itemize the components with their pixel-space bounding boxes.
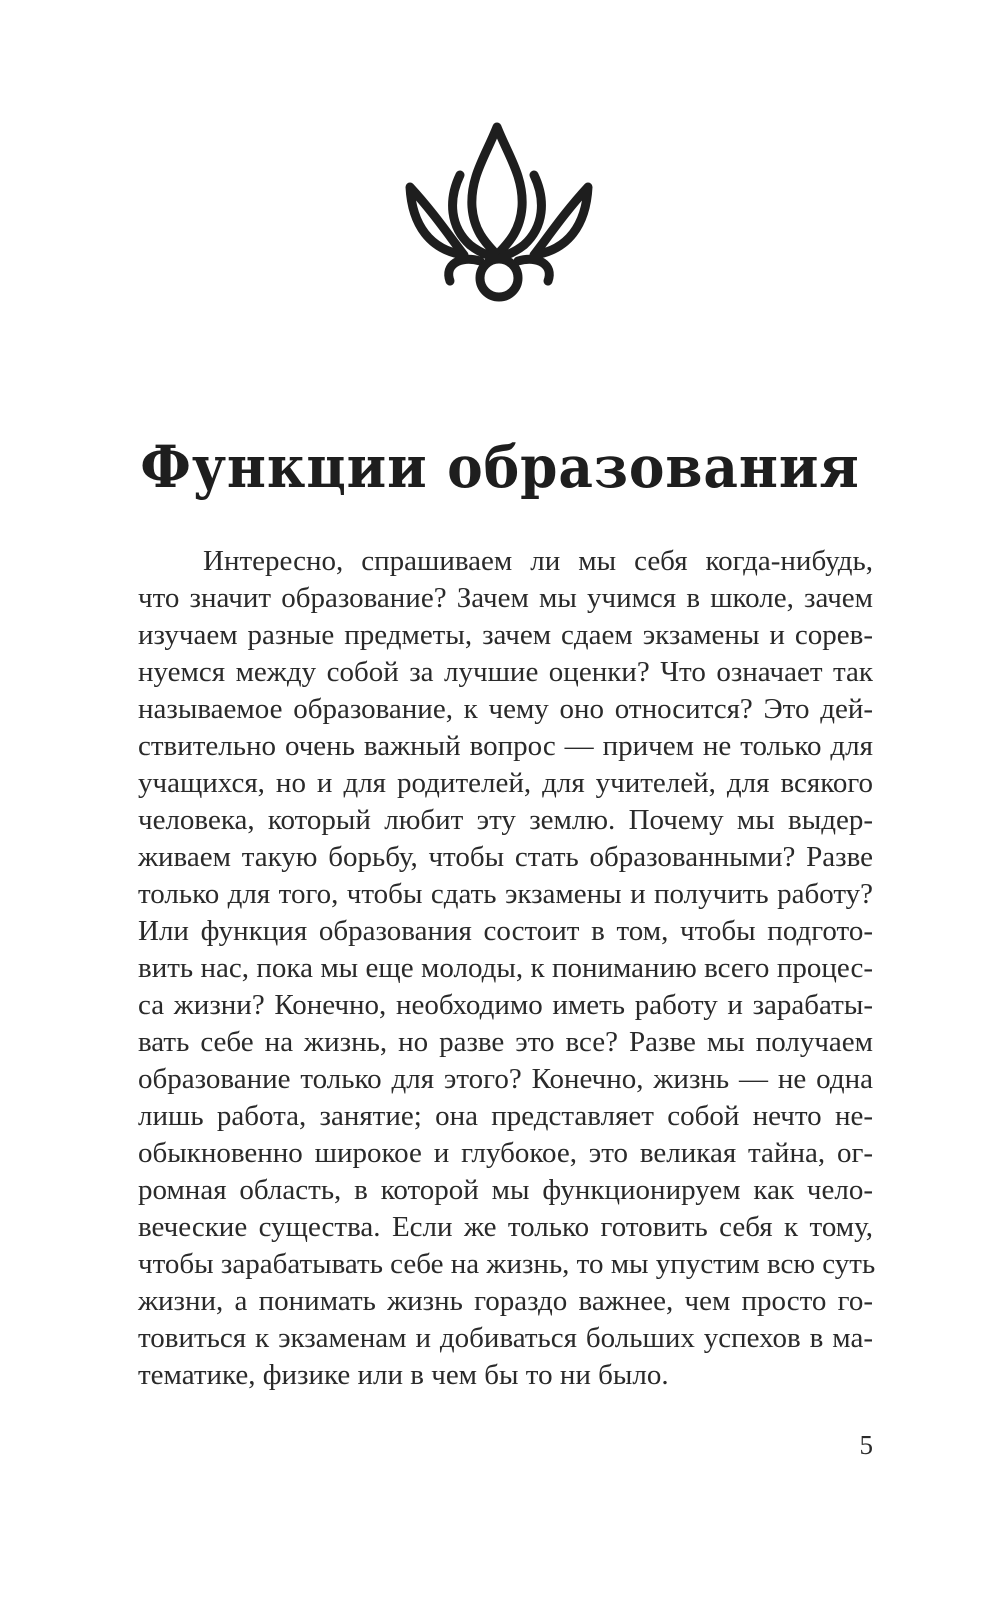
text-line: изучаем разные предметы, зачем сдаем экзамены и сорев-: [138, 619, 873, 651]
body-paragraph: [138, 543, 876, 1394]
text-line: веческие существа. Если же только готовить себя к тому,: [138, 1211, 873, 1243]
page-number: 5: [859, 1430, 873, 1460]
text-line: живаем такую борьбу, чтобы стать образованными? Разве: [138, 841, 873, 873]
text-line: лишь работа, занятие; она представляет собой нечто не-: [138, 1100, 873, 1132]
chapter-title: Функции образования: [140, 433, 860, 501]
text-line: Или функция образования состоит в том, чтобы подгото-: [138, 915, 873, 947]
text-line: Интересно, спрашиваем ли мы себя когда-нибудь,: [203, 545, 873, 577]
text-line: ромная область, в которой мы функционируем как чело-: [138, 1174, 873, 1206]
text-line: что значит образование? Зачем мы учимся в школе, зачем: [138, 582, 873, 614]
text-line: образование только для этого? Конечно, жизнь — не одна: [138, 1063, 873, 1095]
text-line: са жизни? Конечно, необходимо иметь работу и зарабаты-: [138, 989, 873, 1021]
lotus-icon: [400, 115, 600, 315]
text-line: только для того, чтобы сдать экзамены и получить работу?: [138, 878, 873, 910]
text-line: учащихся, но и для родителей, для учителей, для всякого: [138, 767, 873, 799]
text-line: товиться к экзаменам и добиваться больших успехов в ма-: [138, 1322, 873, 1354]
text-line: вить нас, пока мы еще молоды, к пониманию всего процес-: [138, 952, 873, 984]
text-line: вать себе на жизнь, но разве это все? Разве мы получаем: [138, 1026, 873, 1058]
text-line: нуемся между собой за лучшие оценки? Что означает так: [138, 656, 873, 688]
text-line: жизни, а понимать жизнь гораздо важнее, чем просто го-: [138, 1285, 873, 1317]
text-line: ствительно очень важный вопрос — причем не только для: [138, 730, 873, 762]
text-line: чтобы зарабатывать себе на жизнь, то мы упустим всю суть: [138, 1248, 876, 1280]
text-line: называемое образование, к чему оно относится? Это дей-: [138, 693, 873, 725]
text-line: человека, который любит эту землю. Почему мы выдер-: [138, 804, 873, 836]
text-line: обыкновенно широкое и глубокое, это великая тайна, ог-: [138, 1137, 873, 1169]
text-line: тематике, физике или в чем бы то ни было.: [138, 1359, 669, 1391]
